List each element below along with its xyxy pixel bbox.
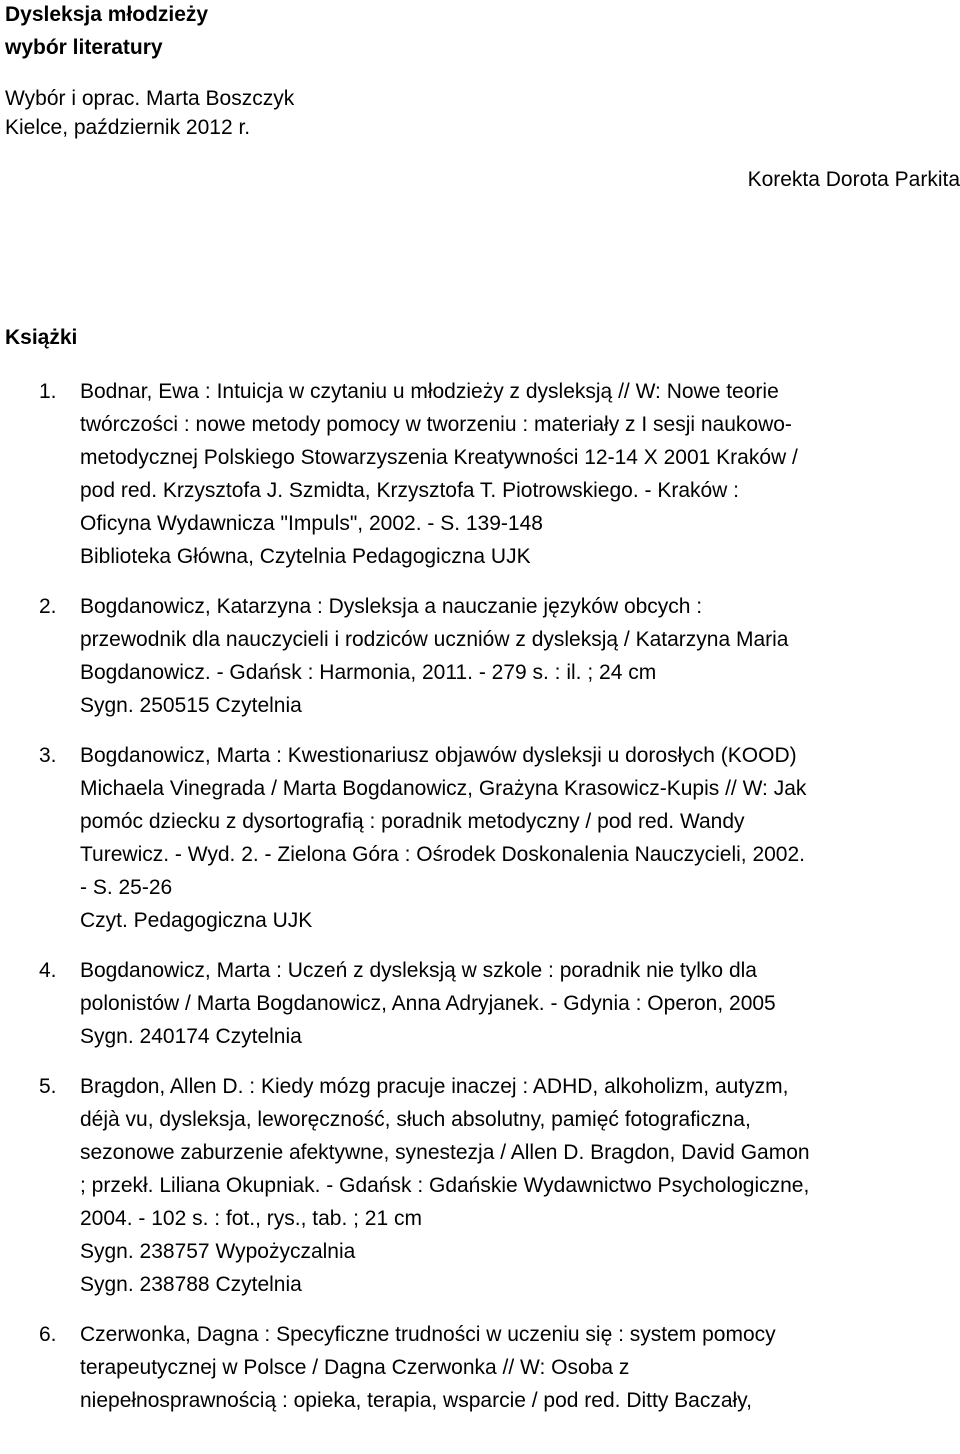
entry-text-line: niepełnosprawnością : opieka, terapia, wsparcie / pod red. Ditty Baczały, [80, 1389, 752, 1412]
entry-text-line: Biblioteka Główna, Czytelnia Pedagogiczna UJK [80, 545, 531, 568]
entry-text-line: sezonowe zaburzenie afektywne, synestezja / Allen D. Bragdon, David Gamon [80, 1141, 810, 1164]
document-title [5, 0, 208, 64]
entry-text-line: Czyt. Pedagogiczna UJK [80, 909, 313, 932]
entry-text-line: pomóc dziecku z dysortografią : poradnik metodyczny / pod red. Wandy [80, 810, 745, 833]
bibliography-list [0, 375, 960, 1434]
entry-text-line: Michaela Vinegrada / Marta Bogdanowicz, Grażyna Krasowicz-Kupis // W: Jak [80, 777, 807, 800]
entry-text-line: pod red. Krzysztofa J. Szmidta, Krzysztofa T. Piotrowskiego. - Kraków : [80, 479, 740, 502]
document-meta [5, 84, 294, 142]
document-title-line-1: Dysleksja młodzieży [5, 3, 209, 26]
entry-text-line: Sygn. 238757 Wypożyczalnia [80, 1240, 356, 1263]
document-title-line-2: wybór literatury [5, 36, 163, 59]
entry-text-line: metodycznej Polskiego Stowarzyszenia Kreatywności 12-14 X 2001 Kraków / [80, 446, 798, 469]
entry-text-line: Sygn. 238788 Czytelnia [80, 1273, 302, 1296]
compiler-credit: Wybór i oprac. Marta Boszczyk [5, 87, 295, 110]
entry-text-line: Oficyna Wydawnicza "Impuls", 2002. - S. 139-148 [80, 512, 543, 535]
bibliography-entry [0, 739, 960, 937]
entry-number: 2. [39, 595, 57, 618]
entry-text-line: - S. 25-26 [80, 876, 173, 899]
entry-number: 3. [39, 744, 57, 767]
entry-text-line: Bogdanowicz, Katarzyna : Dysleksja a nauczanie języków obcych : [80, 595, 703, 618]
entry-text-line: Bogdanowicz, Marta : Uczeń z dysleksją w szkole : poradnik nie tylko dla [80, 959, 757, 982]
entry-text-line: Sygn. 240174 Czytelnia [80, 1025, 302, 1048]
bibliography-entry [0, 590, 960, 722]
bibliography-entry [0, 375, 960, 573]
place-and-date: Kielce, październik 2012 r. [5, 116, 251, 139]
bibliography-entry [0, 1070, 960, 1301]
corrector-credit: Korekta Dorota Parkita [747, 168, 960, 191]
entry-text-line: Turewicz. - Wyd. 2. - Zielona Góra : Ośrodek Doskonalenia Nauczycieli, 2002. [80, 843, 805, 866]
bibliography-entry [0, 954, 960, 1053]
entry-text-line: terapeutycznej w Polsce / Dagna Czerwonka // W: Osoba z [80, 1356, 630, 1379]
entry-text-line: Bodnar, Ewa : Intuicja w czytaniu u młodzieży z dysleksją // W: Nowe teorie [80, 380, 779, 403]
bibliography-entry [0, 1318, 960, 1417]
entry-text-line: ; przekł. Liliana Okupniak. - Gdańsk : Gdańskie Wydawnictwo Psychologiczne, [80, 1174, 810, 1197]
entry-number: 5. [39, 1075, 57, 1098]
entry-text-line: twórczości : nowe metody pomocy w tworzeniu : materiały z I sesji naukowo- [80, 413, 792, 436]
entry-text-line: przewodnik dla nauczycieli i rodziców uczniów z dysleksją / Katarzyna Maria [80, 628, 789, 651]
entry-text-line: déjà vu, dysleksja, leworęczność, słuch absolutny, pamięć fotograficzna, [80, 1108, 751, 1131]
entry-text-line: polonistów / Marta Bogdanowicz, Anna Adryjanek. - Gdynia : Operon, 2005 [80, 992, 776, 1015]
entry-text-line: Czerwonka, Dagna : Specyficzne trudności w uczeniu się : system pomocy [80, 1323, 776, 1346]
entry-number: 6. [39, 1323, 57, 1346]
entry-number: 4. [39, 959, 57, 982]
entry-number: 1. [39, 380, 57, 403]
entry-text-line: Bogdanowicz. - Gdańsk : Harmonia, 2011. - 279 s. : il. ; 24 cm [80, 661, 657, 684]
entry-text-line: Bragdon, Allen D. : Kiedy mózg pracuje inaczej : ADHD, alkoholizm, autyzm, [80, 1075, 789, 1098]
entry-text-line: Bogdanowicz, Marta : Kwestionariusz objawów dysleksji u dorosłych (KOOD) [80, 744, 797, 767]
entry-text-line: 2004. - 102 s. : fot., rys., tab. ; 21 cm [80, 1207, 422, 1230]
section-title-books: Książki [5, 326, 78, 349]
entry-text-line: Sygn. 250515 Czytelnia [80, 694, 302, 717]
